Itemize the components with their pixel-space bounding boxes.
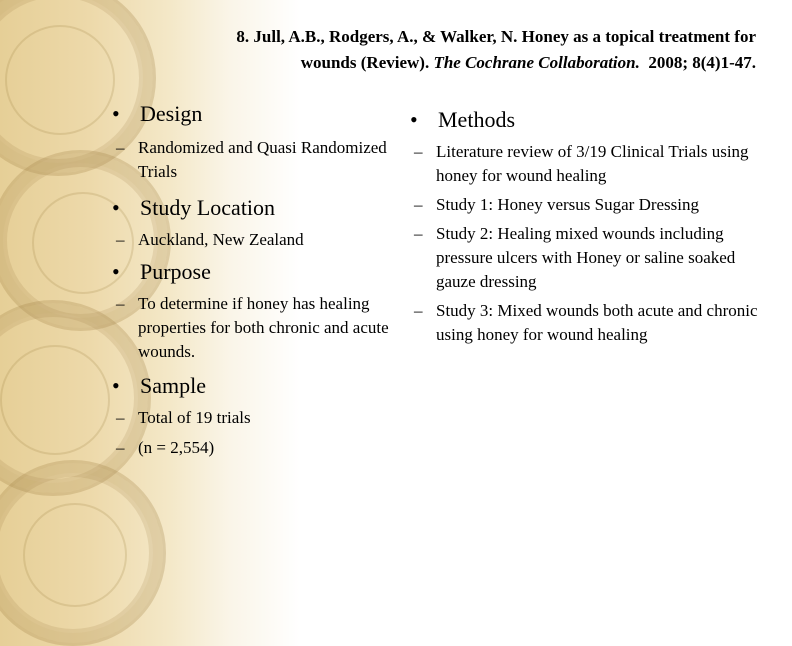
left-column	[112, 100, 397, 460]
citation	[116, 24, 756, 76]
section-heading-design: • Design	[112, 101, 203, 126]
list-item: – Literature review of 3/19 Clinical Trials using honey for wound healing	[414, 142, 749, 185]
college-seal-watermark	[0, 460, 166, 646]
section-heading-methods: • Methods	[410, 107, 515, 132]
list-item: – Auckland, New Zealand	[116, 230, 304, 249]
purpose-list	[112, 292, 397, 364]
list-item: – (n = 2,554)	[116, 438, 215, 457]
citation-line-1: 8. Jull, A.B., Rodgers, A., & Walker, N. Honey as a topical treatment for	[236, 27, 756, 46]
citation-title-end: wounds (Review).	[300, 53, 430, 72]
section-heading-study-location: • Study Location	[112, 195, 276, 220]
bullet: •	[112, 259, 120, 284]
citation-journal: The Cochrane Collaboration.	[433, 53, 640, 72]
list-item: – Randomized and Quasi Randomized Trials	[116, 138, 387, 181]
bullet: •	[112, 101, 120, 126]
citation-year-volume: 2008; 8(4)1-47.	[648, 53, 756, 72]
study-location-list	[112, 228, 397, 252]
methods-list	[410, 140, 770, 347]
citation-line-2	[116, 50, 756, 76]
section-heading-purpose: • Purpose	[112, 259, 211, 284]
list-item: – Total of 19 trials	[116, 408, 251, 427]
list-item: – Study 1: Honey versus Sugar Dressing	[414, 195, 700, 214]
list-item: – To determine if honey has healing properties for both chronic and acute wounds.	[116, 294, 389, 361]
right-column	[410, 106, 770, 347]
bullet: •	[112, 373, 120, 398]
bullet: •	[112, 195, 120, 220]
sample-list	[112, 406, 397, 460]
list-item: – Study 2: Healing mixed wounds including pressure ulcers with Honey or saline soaked gauze dressing	[414, 224, 736, 291]
list-item: – Study 3: Mixed wounds both acute and chronic using honey for wound healing	[414, 301, 758, 344]
design-list	[112, 136, 397, 184]
bullet: •	[410, 107, 418, 132]
section-heading-sample: • Sample	[112, 373, 206, 398]
